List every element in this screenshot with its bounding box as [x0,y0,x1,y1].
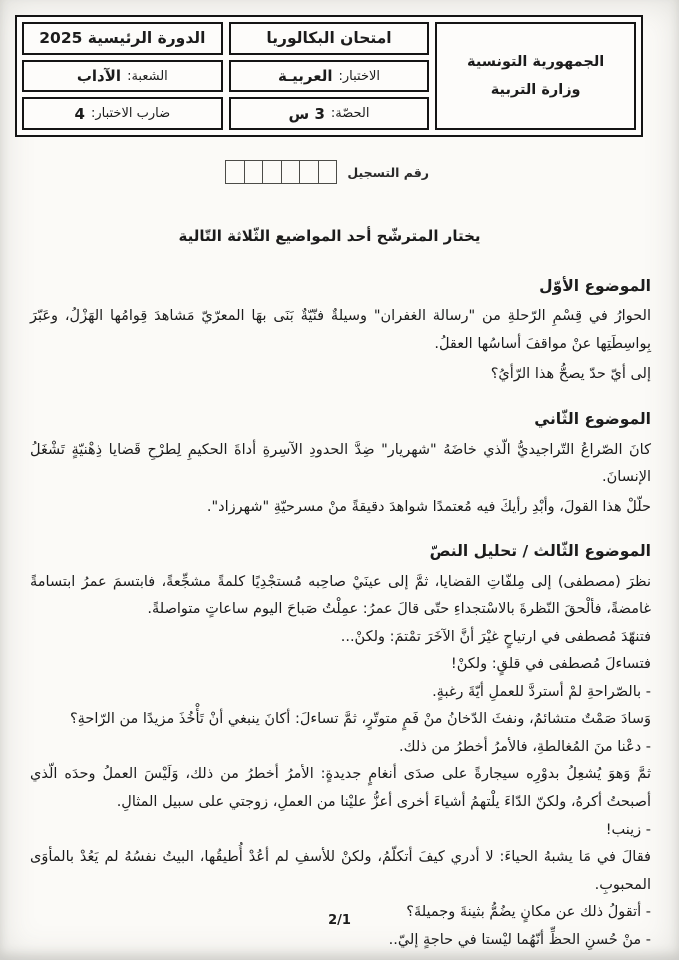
topic3-text-line: - بالصّراحةِ لمْ أستردَّ للعملِ أيّةَ رغبةٍ. [432,683,651,700]
branch-cell [22,60,223,93]
header-left-column [22,22,223,130]
authority-name: الجمهورية التونسية [467,54,605,70]
registration-box [299,160,319,184]
registration-box [243,160,263,184]
topic2-question: حلّلْ هذا القولَ، وأبْدِ رأيكَ فيه مُعتمدًا شواهدَ دقيقةً منْ مسرحيّةِ "شهرزاد". [206,498,651,515]
header-authority-column [435,22,636,130]
registration-box [317,160,337,184]
exam-title: امتحان البكالوريا [266,29,392,48]
topic2-heading: الموضوع الثّاني [534,410,651,429]
subject-cell [229,60,430,93]
registration-boxes [226,160,337,184]
exam-title-cell [229,22,430,55]
branch-label: الشعبة: [127,68,168,84]
authority-cell [435,22,636,130]
exam-content [30,272,651,954]
topic3-text-line: فقالَ في مَا يشبهُ الحياءَ: لا أدري كيفَ أتكلّمُ، ولكنْ للأسفِ لم أعُدْ أُطيقُها، البيتُ نفسُهُ لم يَعُدْ بالمأوَى المحبوبِ. [30,849,651,893]
topic2-paragraph: كانَ الصّراعُ التّراجيديُّ الّذي خاضَهُ "شهريار" ضِدَّ الحدودِ الآسِرةِ أداةَ الحكيمِ لِطرْحِ قَضايا ذِهْنيّةٍ تَشْغَلُ الإنسانَ. [30,441,651,486]
registration-label: رقم التسجيل [347,164,429,180]
topic3-heading: الموضوع الثّالث / تحليل النصّ [429,542,651,561]
registration-box [225,160,245,184]
session-cell [22,22,223,55]
topic3-text-line: - زينب! [605,821,651,838]
topic1-heading: الموضوع الأوّل [539,277,651,295]
header-table [15,15,643,137]
topic3-text-line: نظرَ (مصطفى) إلى مِلفّاتِ القضايا، ثمَّ إلى عينَيْ صاحِبه مُستجْدِيًا كلمةً مشجِّعةً، فابتسمَ عمرُ ابتسامةً غامضةً، فألْحقَ النّظرةَ بالاسْتجداءِ حتّى قالَ عمرُ: عمِلْتُ صَباحَ اليوم ساعاتٍ متواصلةً. [30,573,651,618]
topic3-text-line: - دعْنا منَ المُغالطةِ، فالأمرُ أخطرُ من ذلك. [399,738,651,755]
topic3-text-line: وَسادَ صَمْتٌ متشائمٌ، ونفثَ الدّخانُ منْ فَمٍ متوتّرٍ، ثمَّ تساءلَ: أكانَ ينبغي أنْ تَأْخُذَ مزيدًا من الرّاحةِ؟ [69,711,651,728]
branch-value: الآداب [76,67,122,85]
duration-label: الحصّة: [330,106,370,122]
subject-label: الاختبار: [338,68,381,84]
duration-cell [229,97,430,130]
page-number: 2/1 [328,913,351,928]
header-middle-column [229,22,430,130]
topic3-text-line: ثمَّ وَهوَ يُشعِلُ بدوْرِه سيجارةً على صدَى أنغامٍ جديدةٍ: الأمرُ أخطرُ من ذلك، وَلَيْسَ العملُ وحدَه الّذي أصبحتُ أكرهُ، ولكنّ الدّاءَ يلْتهمُ أشياءَ أخرى أعزُّ عليْنا من العملِ، زوجتي على سبيل المثالِ. [30,766,651,810]
registration-box [280,160,300,184]
duration-value: 3 س [288,104,325,123]
topic3-text-line: فتنهّدَ مُصطفى في ارتياحٍ غيْرَ أنَّ الآخَرَ تمْتمَ: ولكنْ... [340,628,651,645]
topic1-question: إلى أيّ حدّ يصحُّ هذا الرّأيُ؟ [490,365,651,382]
coefficient-label: ضارب الاختبار: [90,106,171,122]
instruction-line: يختار المترشّح أحد المواضيع الثّلاثة التّالية [178,227,481,245]
topic1-paragraph: الحوارُ في قِسْمِ الرّحلةِ من "رسالة الغفران" وسيلةٌ فنّيّةٌ بَنَى بهَا المعرّيّ مَشاهدَ قِوامُها الهَزْلُ، وعَبّرَ بِواسِطَتِها عنْ مواقفَ أساسُها العقلُ. [30,308,651,352]
topic3-text-line: - منْ حُسنِ الحظِّ أنّهُما ليْستا في حاجةٍ إليّ.. [388,931,651,948]
registration-box [262,160,282,184]
registration-row [226,160,429,184]
topic3-text-line: - أتقولُ ذلك عن مكانٍ يضُمُّ بثينةَ وجميلةَ؟ [406,904,651,921]
subject-value: العربيـة [277,67,333,85]
coefficient-cell [22,97,223,130]
session-value: الدورة الرئيسية 2025 [39,29,206,48]
topic3-text-line: فتساءلَ مُصطفى في قلقٍ: ولكنْ! [450,656,651,673]
ministry-name: وزارة التربية [490,82,581,98]
coefficient-value: 4 [74,104,85,123]
